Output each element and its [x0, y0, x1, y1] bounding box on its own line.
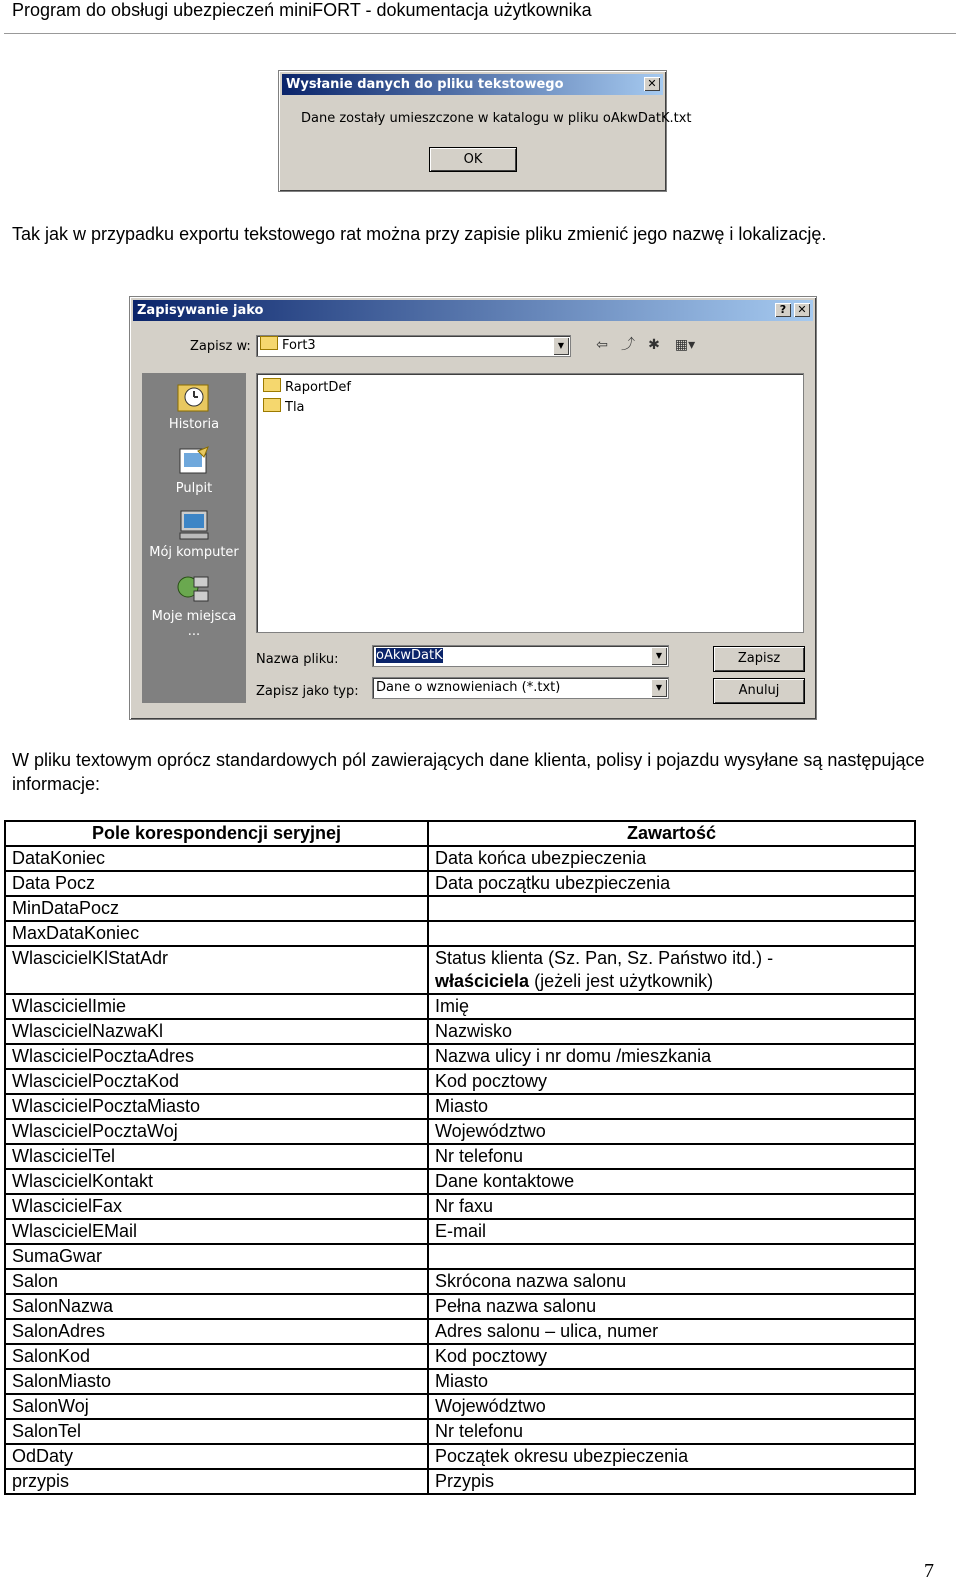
place-label: Pulpit: [175, 481, 213, 496]
my-computer-icon: [176, 509, 212, 541]
field-content-cell: E-mail: [428, 1219, 915, 1244]
field-name-cell: MinDataPocz: [5, 896, 428, 921]
field-content-cell: Miasto: [428, 1369, 915, 1394]
dialog-message: Dane zostały umieszczone w katalogu w pliku oAkwDatK.txt: [301, 111, 692, 126]
field-content-cell: Kod pocztowy: [428, 1344, 915, 1369]
table-row: [5, 1469, 915, 1494]
field-name-cell: WlascicielNazwaKl: [5, 1019, 428, 1044]
close-icon[interactable]: ✕: [644, 77, 660, 91]
toolbar: [592, 335, 712, 355]
field-name-cell: SumaGwar: [5, 1244, 428, 1269]
filetype-value: Dane o wznowieniach (*.txt): [376, 680, 561, 695]
table-row: [5, 1419, 915, 1444]
dialog-title: Zapisywanie jako: [137, 303, 264, 318]
field-name-cell: Salon: [5, 1269, 428, 1294]
place-label: Moje miejsca ...: [151, 609, 237, 639]
place-history[interactable]: [144, 381, 244, 432]
send-to-text-dialog: [278, 70, 692, 192]
table-row: [5, 1069, 915, 1094]
table-row: [5, 1219, 915, 1244]
field-content-cell: Przypis: [428, 1469, 915, 1494]
chevron-down-icon[interactable]: ▼: [651, 647, 667, 665]
save-in-dropdown[interactable]: [256, 335, 571, 357]
field-content-cell: Nazwisko: [428, 1019, 915, 1044]
table-row: [5, 1269, 915, 1294]
field-name-cell: MaxDataKoniec: [5, 921, 428, 946]
field-name-cell: WlascicielTel: [5, 1144, 428, 1169]
folder-icon: [263, 398, 281, 412]
document-header: Program do obsługi ubezpieczeń miniFORT - dokumentacja użytkownika: [12, 0, 592, 20]
field-name-cell: DataKoniec: [5, 846, 428, 871]
field-name-cell: SalonKod: [5, 1344, 428, 1369]
cell-text-rest: (jeżeli jest użytkownik): [529, 971, 714, 991]
table-header-row: [5, 821, 915, 846]
up-folder-icon[interactable]: ⤴: [621, 337, 635, 353]
table-row: [5, 846, 915, 871]
places-bar: [142, 373, 246, 703]
paragraph-fields-intro: W pliku textowym oprócz standardowych pól zawierających dane klienta, polisy i pojazdu wysyłane są następujące informacje:: [12, 750, 925, 794]
table-row: [5, 1044, 915, 1069]
desktop-icon: [176, 445, 212, 477]
table-row: [5, 1144, 915, 1169]
table-row: [5, 1244, 915, 1269]
dialog-titlebar: [133, 300, 813, 321]
table-row: [5, 946, 915, 994]
save-button[interactable]: Zapisz: [713, 646, 805, 672]
field-content-cell: Pełna nazwa salonu: [428, 1294, 915, 1319]
view-menu-icon[interactable]: ▦▾: [674, 337, 696, 353]
close-icon[interactable]: ✕: [794, 303, 810, 317]
cell-text: Status klienta (Sz. Pan, Sz. Państwo itd.) -: [435, 948, 774, 968]
field-content-cell: [428, 1244, 915, 1269]
bold-word: właściciela: [435, 971, 530, 991]
filetype-label: Zapisz jako typ:: [256, 684, 359, 699]
dialog-titlebar: [282, 74, 663, 95]
field-name-cell: WlascicielKlStatAdr: [5, 946, 428, 994]
field-content-cell: Imię: [428, 994, 915, 1019]
field-content-cell: [428, 921, 915, 946]
field-name-cell: WlascicielPocztaWoj: [5, 1119, 428, 1144]
file-item[interactable]: [263, 398, 305, 415]
field-name-cell: SalonWoj: [5, 1394, 428, 1419]
network-places-icon: [176, 573, 212, 605]
table-row: [5, 994, 915, 1019]
field-name-cell: WlascicielImie: [5, 994, 428, 1019]
field-content-cell: [428, 946, 915, 994]
folder-icon: [260, 336, 278, 350]
table-row: [5, 1094, 915, 1119]
filetype-dropdown[interactable]: [372, 677, 669, 699]
field-content-cell: Miasto: [428, 1094, 915, 1119]
table-row: [5, 1194, 915, 1219]
place-desktop[interactable]: [144, 445, 244, 496]
field-name-cell: przypis: [5, 1469, 428, 1494]
place-network[interactable]: [144, 573, 244, 639]
column-header: Zawartość: [428, 821, 915, 846]
field-content-cell: Nr telefonu: [428, 1144, 915, 1169]
help-icon[interactable]: ?: [775, 303, 791, 317]
field-content-cell: Województwo: [428, 1394, 915, 1419]
filename-input[interactable]: [372, 645, 669, 667]
file-item[interactable]: [263, 378, 351, 395]
table-row: [5, 1444, 915, 1469]
filename-label: Nazwa pliku:: [256, 652, 339, 667]
dialog-title: Wysłanie danych do pliku tekstowego: [286, 77, 564, 92]
table-row: [5, 1119, 915, 1144]
save-as-dialog: [129, 296, 817, 720]
table-row: [5, 1369, 915, 1394]
file-name: Tla: [285, 400, 305, 415]
field-name-cell: SalonNazwa: [5, 1294, 428, 1319]
field-content-cell: Początek okresu ubezpieczenia: [428, 1444, 915, 1469]
table-row: [5, 896, 915, 921]
table-row: [5, 1319, 915, 1344]
table-row: [5, 1169, 915, 1194]
field-name-cell: Data Pocz: [5, 871, 428, 896]
field-name-cell: WlascicielPocztaAdres: [5, 1044, 428, 1069]
table-row: [5, 921, 915, 946]
cell-text-continued: [435, 970, 908, 993]
field-name-cell: WlascicielPocztaMiasto: [5, 1094, 428, 1119]
file-name: RaportDef: [285, 380, 351, 395]
place-label: Historia: [168, 417, 220, 432]
table-row: [5, 1344, 915, 1369]
page-number: 7: [924, 1560, 934, 1582]
field-content-cell: Data końca ubezpieczenia: [428, 846, 915, 871]
back-icon[interactable]: ⇦: [596, 337, 608, 353]
chevron-down-icon[interactable]: ▼: [651, 679, 667, 697]
field-content-cell: Kod pocztowy: [428, 1069, 915, 1094]
place-my-computer[interactable]: [144, 509, 244, 560]
field-content-cell: Nr faxu: [428, 1194, 915, 1219]
field-name-cell: WlascicielEMail: [5, 1219, 428, 1244]
field-content-cell: Dane kontaktowe: [428, 1169, 915, 1194]
ok-button[interactable]: OK: [429, 147, 517, 172]
cancel-button[interactable]: Anuluj: [713, 678, 805, 704]
table-row: [5, 871, 915, 896]
header-divider: [4, 33, 956, 34]
table-row: [5, 1394, 915, 1419]
file-list[interactable]: [256, 373, 804, 633]
column-header: Pole korespondencji seryjnej: [5, 821, 428, 846]
field-name-cell: SalonAdres: [5, 1319, 428, 1344]
new-folder-icon[interactable]: ✱: [648, 337, 660, 353]
field-name-cell: WlascicielPocztaKod: [5, 1069, 428, 1094]
field-content-cell: [428, 896, 915, 921]
field-name-cell: WlascicielFax: [5, 1194, 428, 1219]
field-content-cell: Adres salonu – ulica, numer: [428, 1319, 915, 1344]
field-content-cell: Data początku ubezpieczenia: [428, 871, 915, 896]
field-name-cell: OdDaty: [5, 1444, 428, 1469]
field-name-cell: WlascicielKontakt: [5, 1169, 428, 1194]
fields-table: [4, 820, 916, 1495]
history-icon: [176, 381, 212, 413]
place-label: Mój komputer: [149, 545, 239, 560]
save-in-label: Zapisz w:: [190, 339, 251, 354]
filename-value: oAkwDatK: [376, 648, 443, 663]
field-content-cell: Nazwa ulicy i nr domu /mieszkania: [428, 1044, 915, 1069]
chevron-down-icon[interactable]: ▼: [553, 337, 569, 355]
paragraph-rename: Tak jak w przypadku exportu tekstowego rat można przy zapisie pliku zmienić jego nazwę i lokalizację.: [12, 224, 827, 244]
field-content-cell: Nr telefonu: [428, 1419, 915, 1444]
table-row: [5, 1294, 915, 1319]
field-content-cell: Skrócona nazwa salonu: [428, 1269, 915, 1294]
field-name-cell: SalonMiasto: [5, 1369, 428, 1394]
folder-icon: [263, 378, 281, 392]
table-row: [5, 1019, 915, 1044]
save-in-value: Fort3: [282, 338, 316, 353]
field-name-cell: SalonTel: [5, 1419, 428, 1444]
field-content-cell: Województwo: [428, 1119, 915, 1144]
